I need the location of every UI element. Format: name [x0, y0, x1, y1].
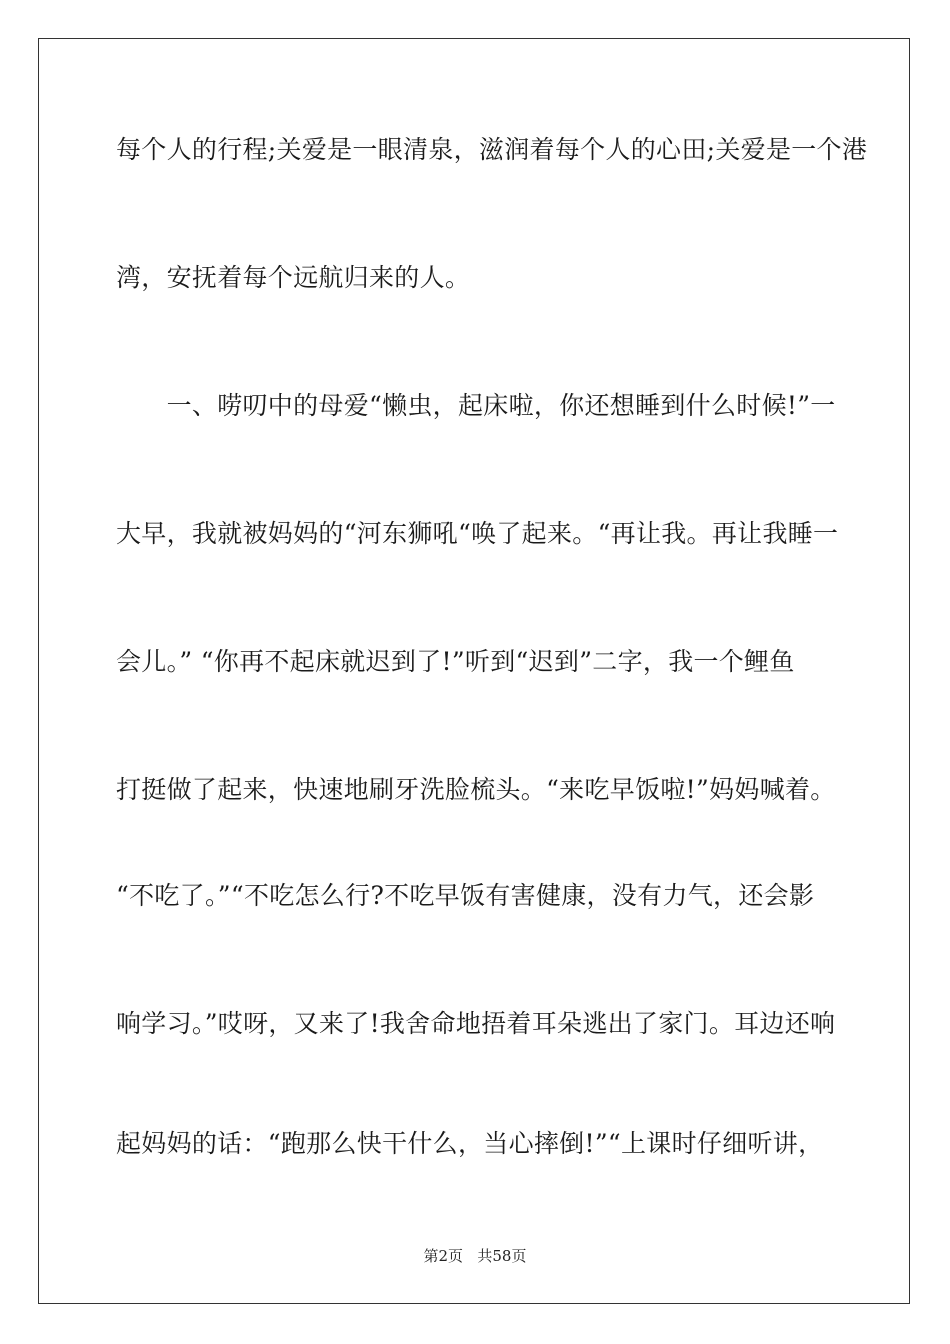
page-number: 第2页	[423, 1247, 464, 1265]
text-line-3: 一、唠叨中的母爱“懒虫，起床啦，你还想睡到什么时候!”一	[116, 391, 836, 420]
text-line-6: 打挺做了起来，快速地刷牙洗脸梳头。“来吃早饭啦!”妈妈喊着。	[116, 775, 836, 804]
text-line-8: 响学习。”哎呀，又来了!我舍命地捂着耳朵逃出了家门。耳边还响	[116, 1009, 836, 1038]
text-line-5: 会儿。” “你再不起床就迟到了!”听到“迟到”二字，我一个鲤鱼	[116, 647, 795, 676]
text-line-7: “不吃了。”“不吃怎么行?不吃早饭有害健康，没有力气，还会影	[116, 881, 815, 910]
text-line-2: 湾，安抚着每个远航归来的人。	[116, 263, 471, 292]
page-footer	[0, 1246, 950, 1266]
page-total: 共58页	[477, 1247, 527, 1265]
text-line-9: 起妈妈的话：“跑那么快干什么，当心摔倒!”“上课时仔细听讲，	[116, 1129, 824, 1158]
text-line-4: 大早，我就被妈妈的“河东狮吼“唤了起来。“再让我。再让我睡一	[116, 519, 839, 548]
text-line-1: 每个人的行程;关爱是一眼清泉，滋润着每个人的心田;关爱是一个港	[116, 135, 868, 164]
